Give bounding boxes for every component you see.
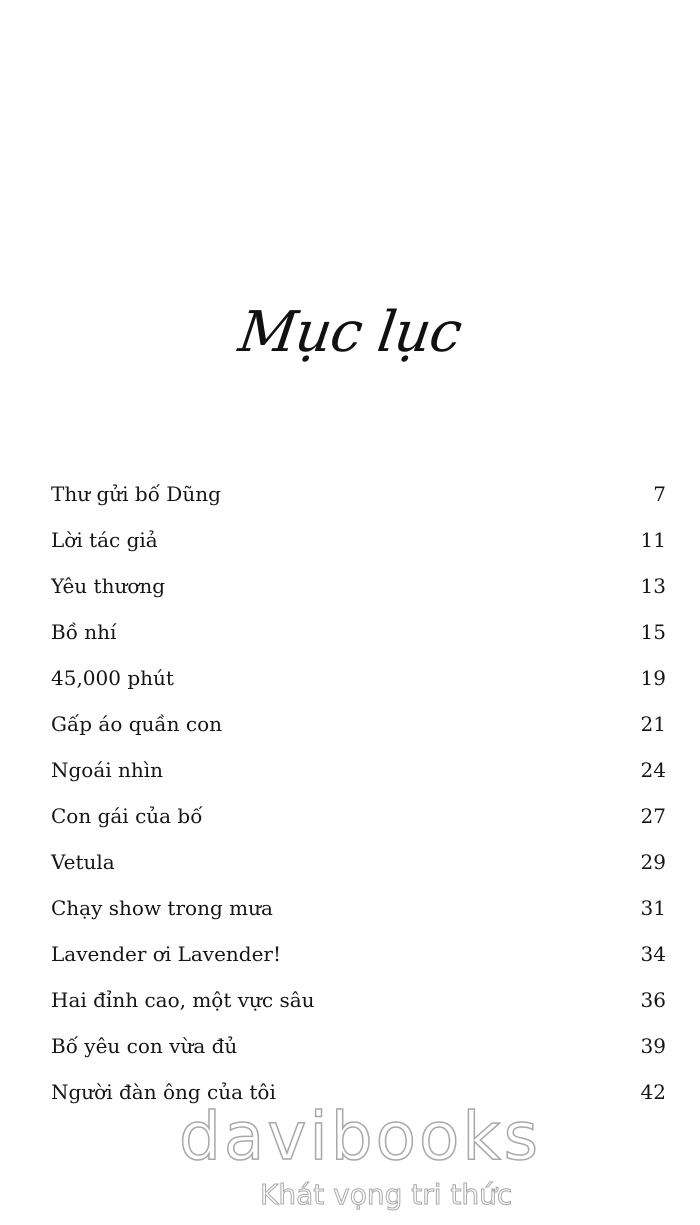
- toc-entry-title: Bố yêu con vừa đủ: [51, 1034, 238, 1058]
- watermark-tagline: Khát vọng tri thức: [260, 1178, 513, 1211]
- toc-entry-page-number: 27: [640, 804, 666, 828]
- toc-entry-title: Vetula: [51, 850, 115, 874]
- toc-entry-page-number: 15: [640, 620, 666, 644]
- toc-entry[interactable]: [51, 660, 666, 706]
- toc-entry[interactable]: [51, 568, 666, 614]
- toc-entry-title: Lời tác giả: [51, 528, 158, 552]
- toc-entry-title: Bồ nhí: [51, 620, 117, 644]
- toc-entry-title: Gấp áo quần con: [51, 712, 223, 736]
- toc-entry[interactable]: [51, 890, 666, 936]
- toc-entry-title: Lavender ơi Lavender!: [51, 942, 282, 966]
- toc-entry[interactable]: [51, 798, 666, 844]
- toc-entry[interactable]: [51, 706, 666, 752]
- toc-entry[interactable]: [51, 844, 666, 890]
- page-title: Mục lục: [234, 300, 466, 365]
- toc-entry-page-number: 29: [640, 850, 666, 874]
- toc-entry-page-number: 42: [640, 1080, 666, 1104]
- toc-entry-page-number: 19: [640, 666, 666, 690]
- toc-entry-page-number: 24: [640, 758, 666, 782]
- toc-entry-title: Yêu thương: [51, 574, 166, 598]
- toc-entry-page-number: 21: [640, 712, 666, 736]
- toc-entry[interactable]: [51, 752, 666, 798]
- toc-entry-title: 45,000 phút: [51, 666, 174, 690]
- toc-entry[interactable]: [51, 1028, 666, 1074]
- toc-entry-title: Ngoái nhìn: [51, 758, 164, 782]
- toc-entry-title: Con gái của bố: [51, 804, 203, 828]
- toc-entry-page-number: 13: [640, 574, 666, 598]
- toc-entry[interactable]: [51, 982, 666, 1028]
- toc-entry-title: Người đàn ông của tôi: [51, 1080, 276, 1104]
- toc-entry-page-number: 36: [640, 988, 666, 1012]
- watermark-brand: davibooks: [179, 1098, 541, 1175]
- toc-entry-title: Thư gửi bố Dũng: [51, 482, 221, 506]
- toc-entry-page-number: 11: [640, 528, 666, 552]
- table-of-contents: [51, 476, 666, 1120]
- toc-entry[interactable]: [51, 936, 666, 982]
- toc-entry-page-number: 39: [640, 1034, 666, 1058]
- toc-entry-page-number: 31: [640, 896, 666, 920]
- toc-entry[interactable]: [51, 522, 666, 568]
- toc-entry-page-number: 7: [653, 482, 666, 506]
- toc-entry[interactable]: [51, 614, 666, 660]
- toc-entry-title: Hai đỉnh cao, một vực sâu: [51, 988, 315, 1012]
- toc-entry-page-number: 34: [640, 942, 666, 966]
- toc-entry[interactable]: [51, 476, 666, 522]
- watermark: [150, 1098, 570, 1211]
- toc-entry-title: Chạy show trong mưa: [51, 896, 273, 920]
